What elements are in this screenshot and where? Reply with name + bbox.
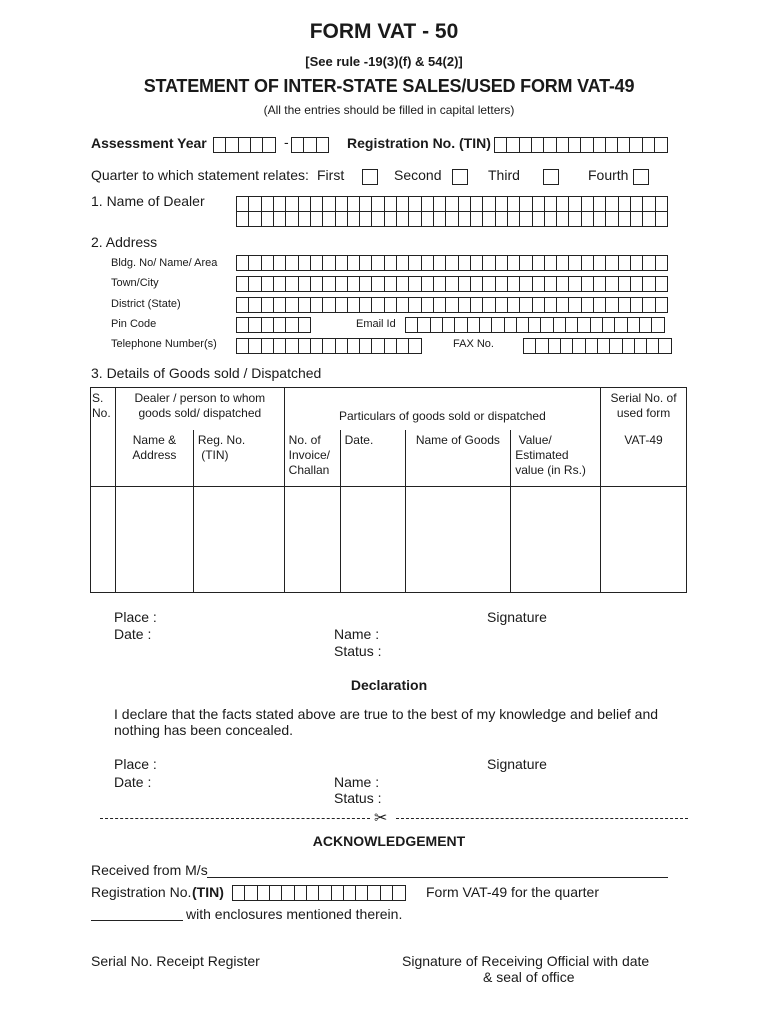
acknowledgement-heading: ACKNOWLEDGEMENT	[312, 833, 466, 849]
reg-no-header	[193, 430, 284, 487]
quarter-third-label: Third	[488, 167, 520, 183]
pin-code-field[interactable]	[236, 317, 311, 333]
goods-details-label: 3. Details of Goods sold / Dispatched	[91, 365, 322, 381]
dealer-name-field-row1[interactable]	[236, 196, 668, 212]
particulars-header: Particulars of goods sold or dispatched	[284, 388, 600, 430]
quarter-first-label: First	[317, 167, 345, 183]
assessment-year-label: Assessment Year	[91, 135, 207, 151]
char-box[interactable]	[655, 255, 669, 271]
value-header	[511, 430, 601, 487]
registration-tin-field[interactable]	[494, 137, 668, 153]
table-cell[interactable]	[91, 487, 116, 593]
date-label-2: Date :	[114, 774, 152, 790]
telephone-field[interactable]	[236, 338, 422, 354]
table-cell[interactable]	[601, 487, 687, 593]
char-box[interactable]	[316, 137, 330, 153]
char-box[interactable]	[262, 137, 276, 153]
char-box[interactable]	[392, 885, 406, 901]
declaration-heading: Declaration	[350, 677, 428, 693]
char-box[interactable]	[655, 196, 669, 212]
reg-no-line2: (TIN)	[201, 447, 229, 462]
instruction-note: (All the entries should be filled in capital letters)	[263, 103, 515, 117]
ack-form-text: Form VAT-49 for the quarter	[426, 884, 599, 900]
quarter-blank-line[interactable]	[91, 907, 183, 921]
receiving-official-signature-line2: & seal of office	[483, 969, 575, 985]
ack-registration-prefix: Registration No.	[91, 884, 192, 900]
name-address-header	[115, 430, 193, 487]
table-cell[interactable]	[115, 487, 193, 593]
received-from-label: Received from M/s	[91, 862, 208, 878]
dealer-header-line2: goods sold/ dispatched	[138, 406, 262, 420]
invoice-line2: Invoice/	[288, 447, 331, 462]
quarter-third-checkbox[interactable]	[543, 169, 559, 185]
serial-header-line2: used form	[616, 406, 671, 420]
char-box[interactable]	[408, 338, 422, 354]
value-line3: value (in Rs.)	[515, 462, 586, 477]
value-line1: Value/	[518, 432, 552, 447]
date-label-1: Date :	[114, 626, 152, 642]
year-separator: -	[284, 134, 289, 150]
status-label-2: Status :	[334, 790, 382, 806]
sno-header-line1: S.	[92, 391, 104, 405]
place-label-1: Place :	[114, 609, 157, 625]
address-label: 2. Address	[91, 234, 158, 250]
dealer-header-line1: Dealer / person to whom	[134, 391, 266, 405]
name-label-1: Name :	[334, 626, 380, 642]
goods-name-header: Name of Goods	[405, 430, 511, 487]
date-header: Date.	[340, 430, 405, 487]
name-address-line2: Address	[132, 447, 177, 462]
telephone-label: Telephone Number(s)	[111, 338, 217, 350]
town-field[interactable]	[236, 276, 668, 292]
char-box[interactable]	[655, 297, 669, 313]
town-label: Town/City	[111, 277, 159, 289]
cut-line-right	[396, 818, 688, 819]
email-field[interactable]	[405, 317, 665, 333]
fax-field[interactable]	[523, 338, 672, 354]
char-box[interactable]	[655, 211, 669, 227]
quarter-fourth-label: Fourth	[588, 167, 629, 183]
value-line2: Estimated	[515, 447, 569, 462]
status-label-1: Status :	[334, 643, 382, 659]
table-row	[91, 487, 687, 593]
quarter-label: Quarter to which statement relates:	[91, 167, 309, 183]
sno-header	[91, 388, 116, 430]
fax-label: FAX No.	[453, 338, 494, 350]
reg-no-line1: Reg. No.	[197, 432, 246, 447]
receiving-official-signature-line1: Signature of Receiving Official with date	[402, 953, 650, 969]
assessment-year-start-field[interactable]	[213, 137, 276, 153]
name-label-2: Name :	[334, 774, 380, 790]
serial-receipt-label: Serial No. Receipt Register	[91, 953, 260, 969]
quarter-first-checkbox[interactable]	[362, 169, 378, 185]
ack-tin-field[interactable]	[232, 885, 406, 901]
invoice-line3: Challan	[288, 462, 330, 477]
name-of-dealer-label: 1. Name of Dealer	[91, 193, 205, 209]
quarter-second-checkbox[interactable]	[452, 169, 468, 185]
char-box[interactable]	[651, 317, 665, 333]
dealer-header	[115, 388, 284, 430]
sno-subheader	[91, 430, 116, 487]
assessment-year-end-field[interactable]	[291, 137, 329, 153]
char-box[interactable]	[658, 338, 672, 354]
cut-line-left	[100, 818, 370, 819]
district-field[interactable]	[236, 297, 668, 313]
name-address-line1: Name &	[132, 432, 177, 447]
declaration-text-line2: nothing has been concealed.	[114, 722, 294, 738]
serial-header	[601, 388, 687, 430]
scissors-icon: ✂	[374, 808, 388, 827]
signature-label-1: Signature	[487, 609, 547, 625]
quarter-second-label: Second	[394, 167, 442, 183]
char-box[interactable]	[655, 276, 669, 292]
declaration-text-line1: I declare that the facts stated above are true to the best of my knowledge and belief and	[114, 706, 659, 722]
email-label: Email Id	[356, 318, 396, 330]
table-cell[interactable]	[405, 487, 511, 593]
bldg-label: Bldg. No/ Name/ Area	[111, 257, 218, 269]
dealer-name-field-row2[interactable]	[236, 211, 668, 227]
table-cell[interactable]	[511, 487, 601, 593]
invoice-header	[284, 430, 340, 487]
serial-subheader: VAT-49	[601, 430, 687, 487]
received-from-line[interactable]	[207, 863, 668, 878]
signature-label-2: Signature	[487, 756, 547, 772]
ack-tin-label: (TIN)	[192, 884, 224, 900]
registration-no-label: Registration No. (TIN)	[347, 135, 491, 151]
table-cell[interactable]	[284, 487, 340, 593]
statement-title: STATEMENT OF INTER-STATE SALES/USED FORM VAT-49	[143, 76, 635, 96]
rule-reference: [See rule -19(3)(f) & 54(2)]	[305, 54, 463, 69]
table-cell[interactable]	[340, 487, 405, 593]
invoice-line1: No. of	[288, 432, 321, 447]
char-box[interactable]	[654, 137, 668, 153]
enclosures-text: with enclosures mentioned therein.	[186, 906, 403, 922]
char-box[interactable]	[298, 317, 312, 333]
table-cell[interactable]	[193, 487, 284, 593]
goods-table	[90, 387, 687, 593]
bldg-field[interactable]	[236, 255, 668, 271]
serial-header-line1: Serial No. of	[610, 391, 677, 405]
pin-code-label: Pin Code	[111, 318, 157, 330]
sno-header-line2: No.	[92, 406, 111, 420]
form-title: FORM VAT - 50	[309, 20, 459, 43]
quarter-fourth-checkbox[interactable]	[633, 169, 649, 185]
district-label: District (State)	[111, 298, 181, 310]
place-label-2: Place :	[114, 756, 157, 772]
